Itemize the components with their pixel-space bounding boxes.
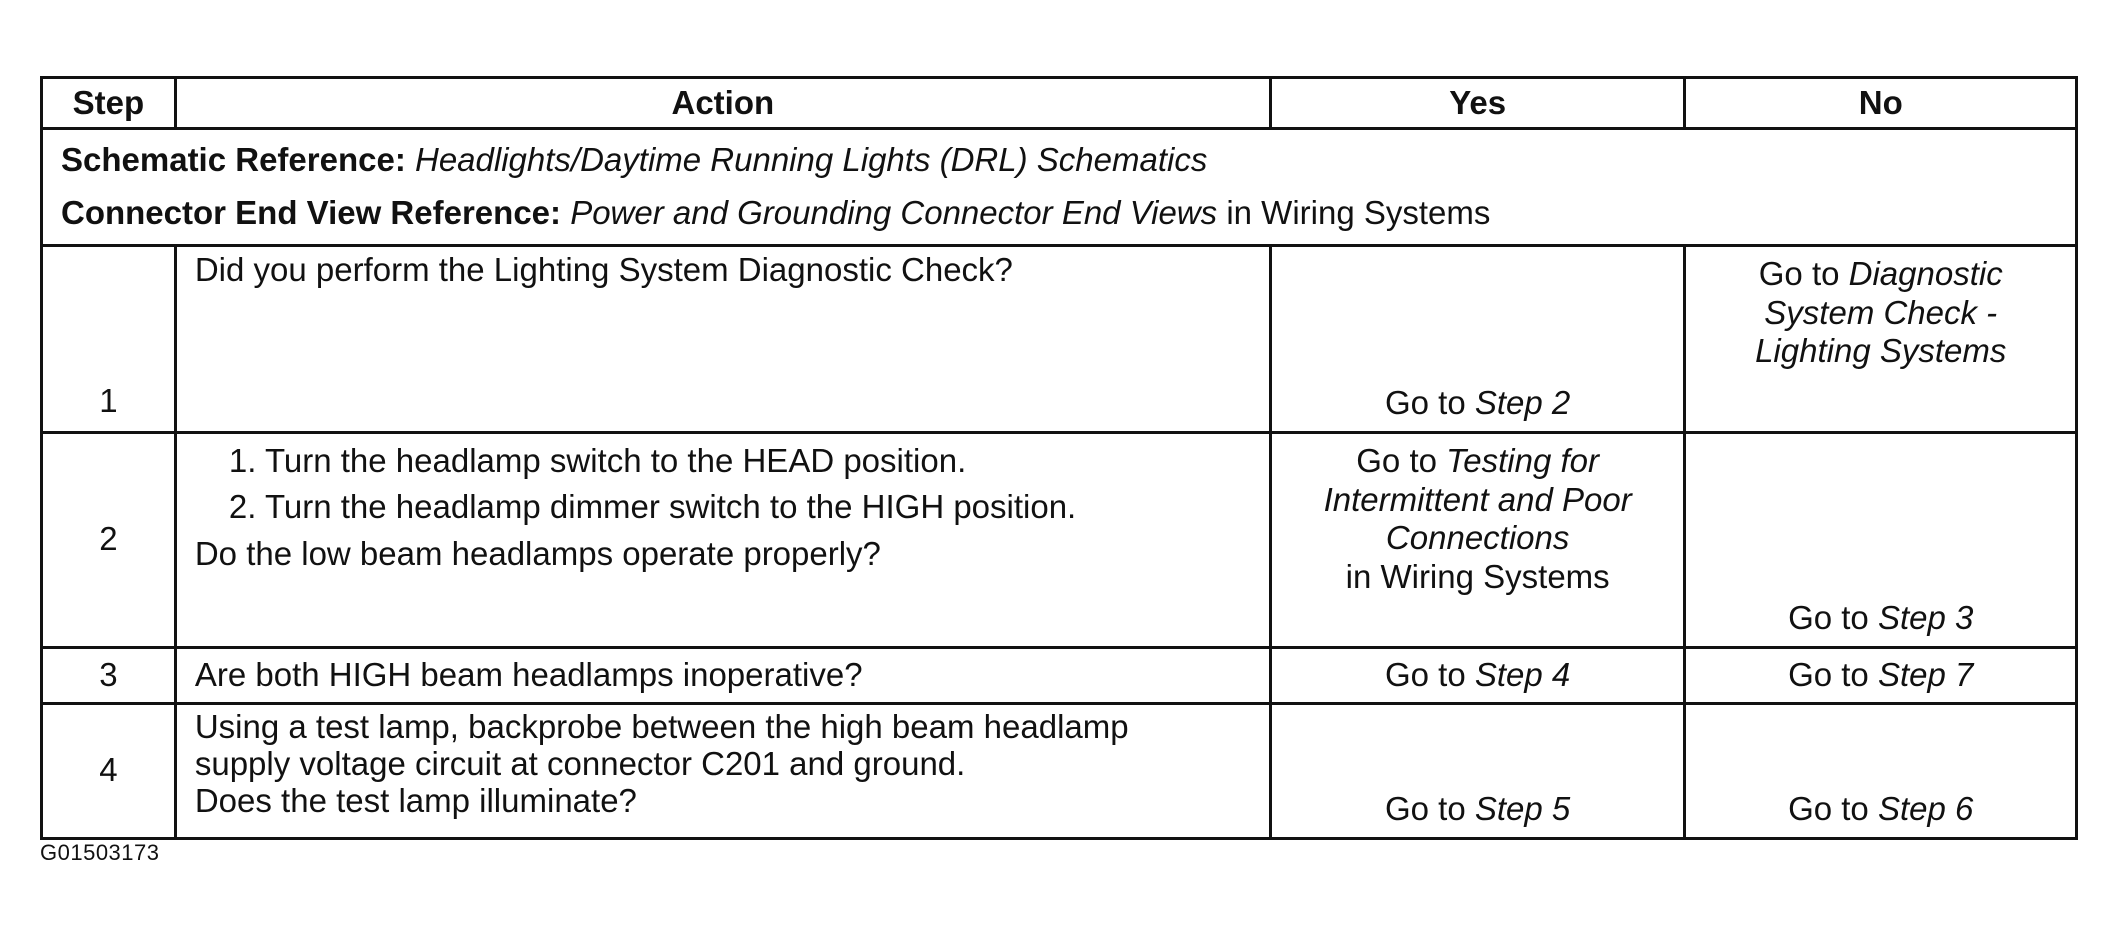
no-prefix: Go to: [1788, 789, 1869, 827]
action-line: Using a test lamp, backprobe between the high beam headlamp: [194, 707, 1129, 745]
header-yes: Yes: [1270, 78, 1685, 129]
no-prefix: Go to: [1758, 254, 1840, 292]
connector-reference: [61, 187, 2057, 240]
connector-reference-value: Power and Grounding Connector End Views: [570, 193, 1218, 231]
schematic-reference: [61, 134, 2057, 187]
table-row: [42, 703, 2077, 838]
yes-link[interactable]: Testing for Intermittent and Poor Connections: [1323, 441, 1632, 557]
yes-prefix: Go to: [1384, 655, 1466, 693]
diagnostic-table: [40, 76, 2078, 840]
yes-link[interactable]: Step 5: [1474, 789, 1571, 827]
reference-row: [42, 129, 2077, 246]
table-row: [42, 432, 2077, 647]
connector-reference-suffix: in Wiring Systems: [1226, 193, 1491, 231]
schematic-reference-value: Headlights/Daytime Running Lights (DRL) Schematics: [415, 141, 1208, 178]
action-line: supply voltage circuit at connector C201 and ground.: [194, 744, 966, 782]
yes-link[interactable]: Step 4: [1474, 655, 1571, 693]
no-cell: [1685, 245, 2077, 432]
action-cell: [175, 432, 1270, 647]
connector-reference-label: Connector End View Reference:: [61, 193, 562, 231]
yes-suffix: in Wiring Systems: [1345, 558, 1610, 596]
yes-prefix: Go to: [1356, 441, 1437, 479]
action-text: Are both HIGH beam headlamps inoperative?: [194, 655, 863, 693]
no-link[interactable]: Step 6: [1877, 789, 1974, 827]
action-text: Did you perform the Lighting System Diagnostic Check?: [194, 250, 1013, 288]
header-row: [42, 78, 2077, 129]
figure-id: G01503173: [40, 840, 160, 865]
no-link[interactable]: Step 7: [1877, 655, 1974, 693]
table-row: [42, 647, 2077, 703]
header-no: No: [1685, 78, 2077, 129]
action-substep: 2. Turn the headlamp dimmer switch to the HIGH position.: [228, 488, 1077, 526]
yes-cell: [1270, 432, 1685, 647]
action-line: Does the test lamp illuminate?: [194, 781, 637, 819]
no-link[interactable]: Step 3: [1877, 598, 1974, 636]
step-number: 1: [42, 245, 176, 432]
action-cell: [175, 245, 1270, 432]
step-number: 3: [42, 647, 176, 703]
yes-cell: [1270, 703, 1685, 838]
action-substep: 1. Turn the headlamp switch to the HEAD position.: [228, 441, 967, 479]
no-cell: [1685, 703, 2077, 838]
no-link[interactable]: Diagnostic System Check - Lighting Systems: [1755, 254, 2007, 370]
action-cell: [175, 647, 1270, 703]
header-action: Action: [175, 78, 1270, 129]
reference-cell: [42, 129, 2077, 246]
action-question: Do the low beam headlamps operate properly?: [194, 535, 881, 573]
yes-cell: [1270, 647, 1685, 703]
step-number: 4: [42, 703, 176, 838]
step-number: 2: [42, 432, 176, 647]
yes-prefix: Go to: [1384, 383, 1466, 421]
yes-link[interactable]: Step 2: [1474, 383, 1571, 421]
yes-cell: [1270, 245, 1685, 432]
yes-prefix: Go to: [1384, 789, 1466, 827]
no-cell: [1685, 647, 2077, 703]
no-prefix: Go to: [1788, 655, 1869, 693]
action-cell: [175, 703, 1270, 838]
no-cell: [1685, 432, 2077, 647]
no-prefix: Go to: [1788, 598, 1869, 636]
table-row: [42, 245, 2077, 432]
schematic-reference-label: Schematic Reference:: [61, 141, 406, 178]
header-step: Step: [42, 78, 176, 129]
